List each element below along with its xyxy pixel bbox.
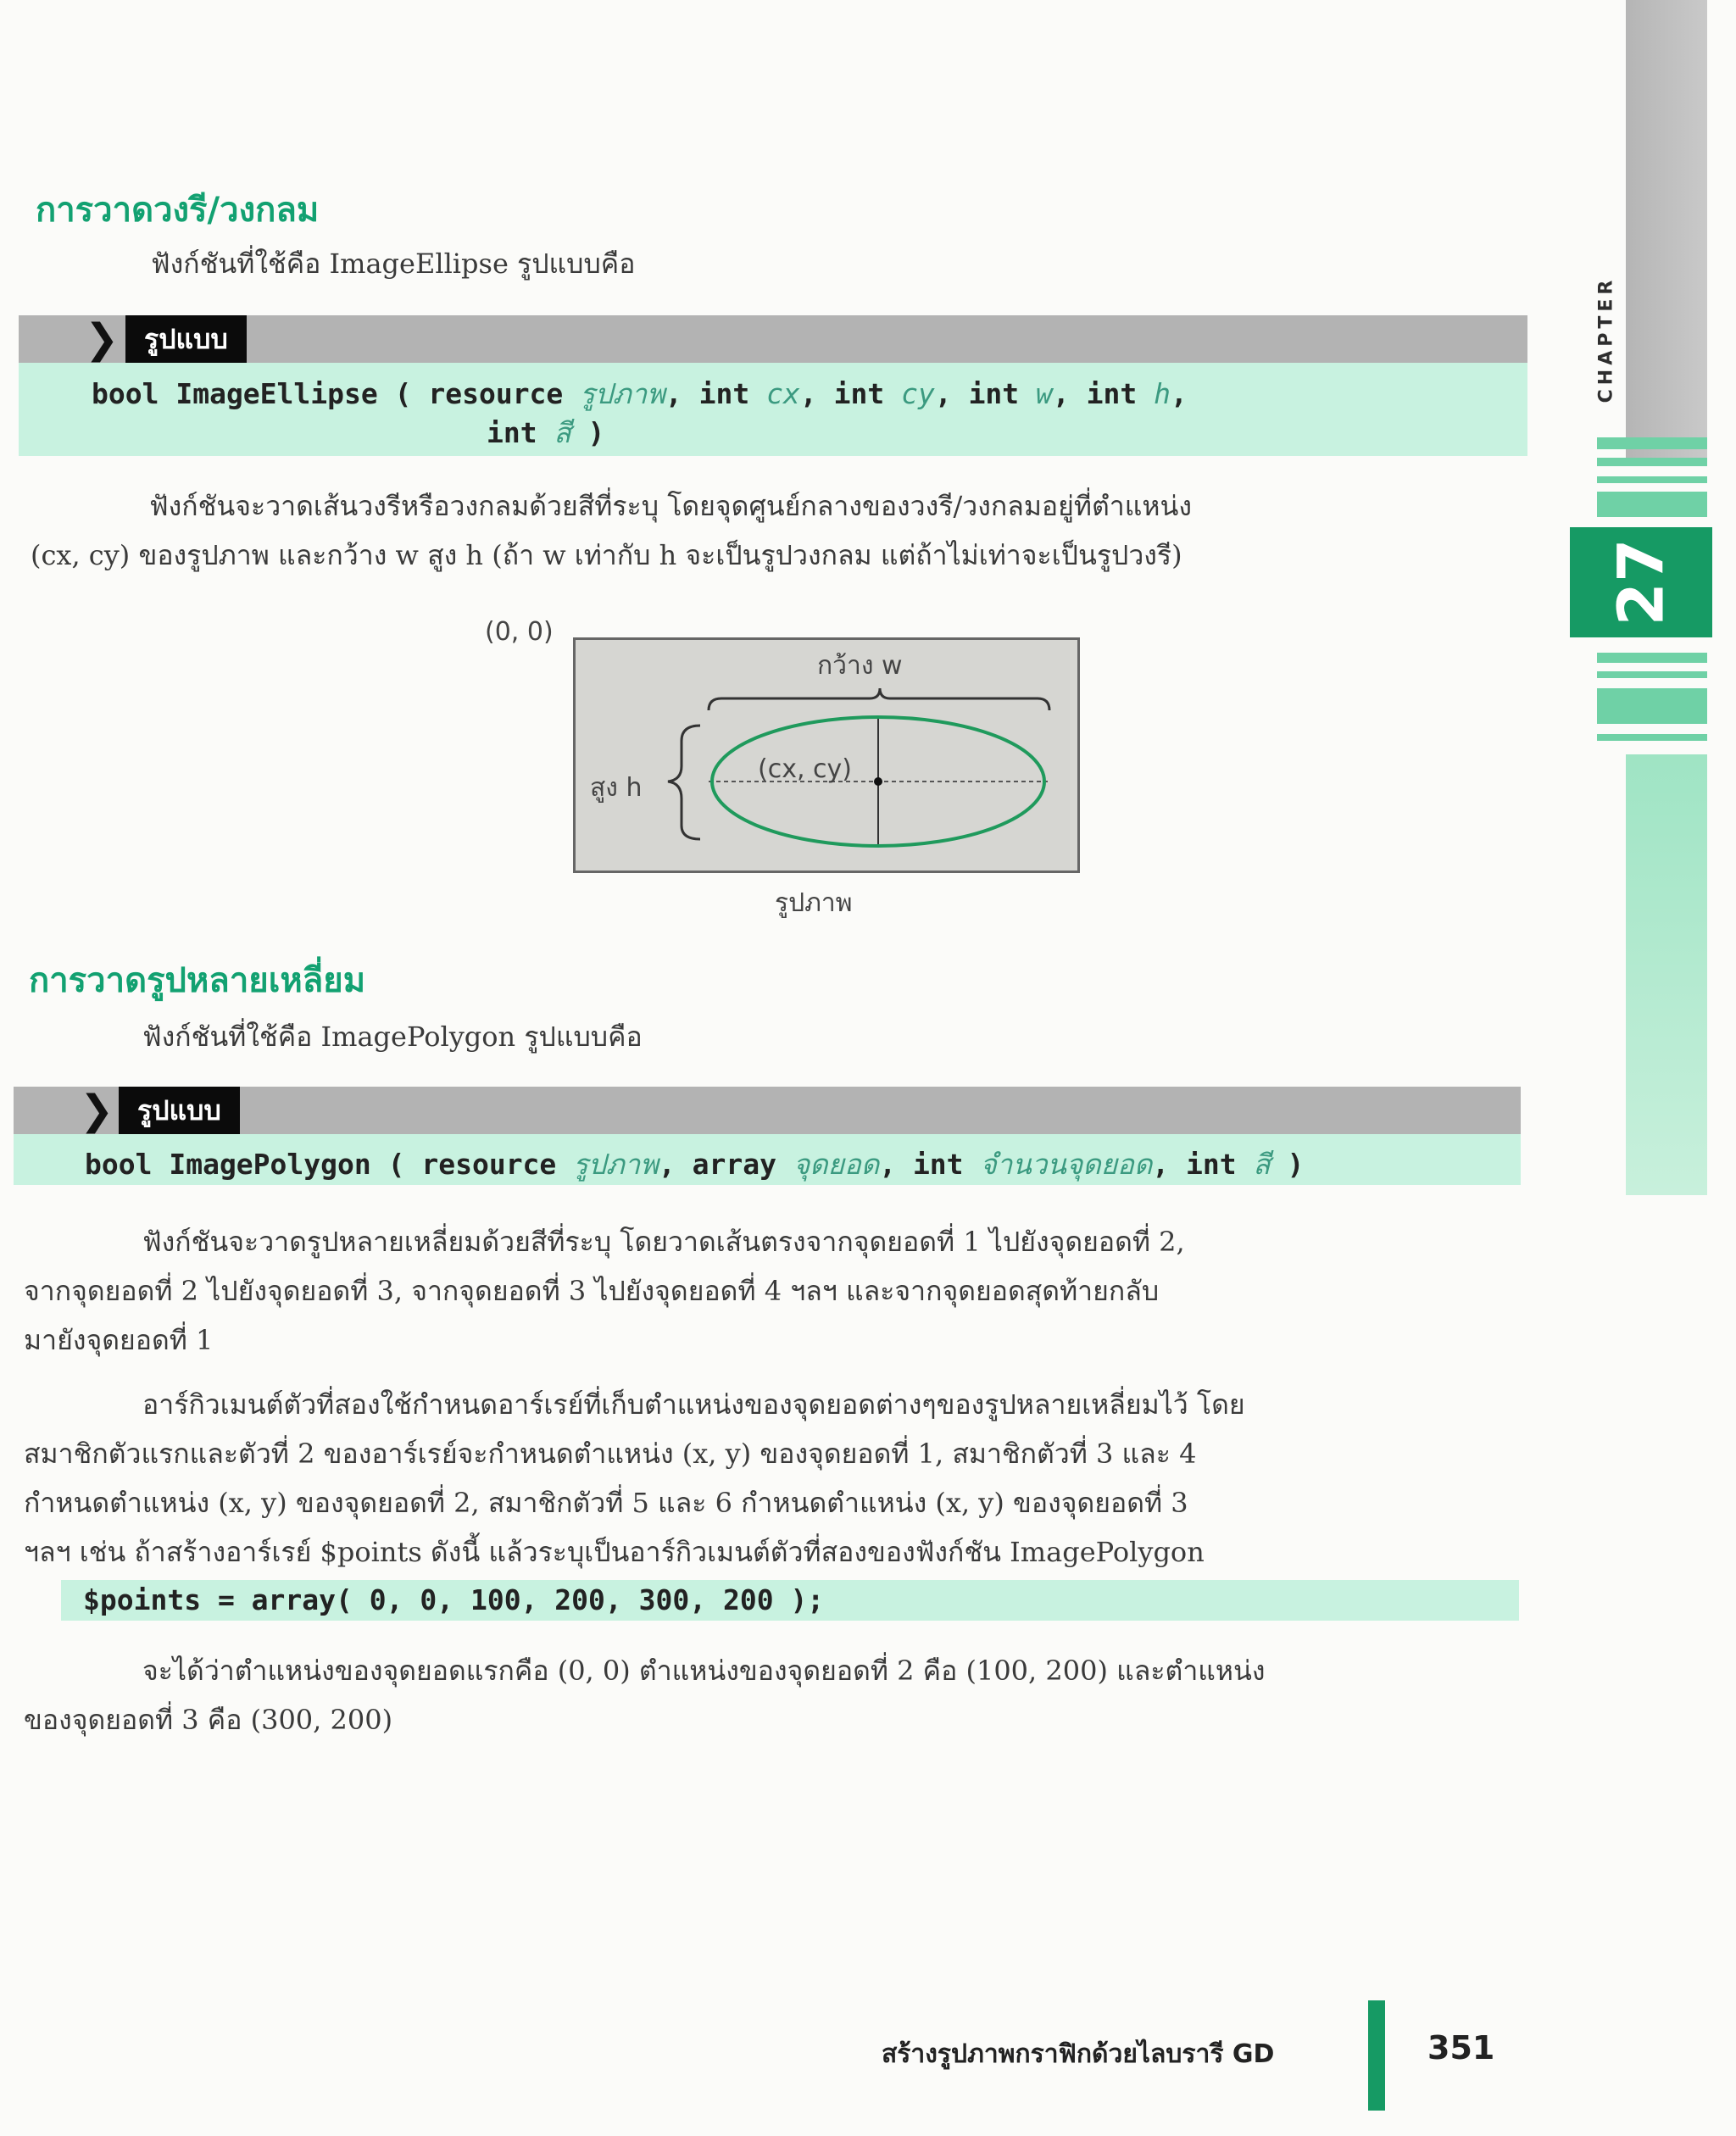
text-line: ของจุดยอดที่ 3 คือ (300, 200)	[24, 1704, 393, 1736]
paragraph-polygon-3	[24, 1646, 1533, 1744]
origin-label: (0, 0)	[485, 617, 554, 647]
text-line: จากจุดยอดที่ 2 ไปยังจุดยอดที่ 3, จากจุดยอดที่ 3 ไปยังจุดยอดที่ 4 ฯลฯ และจากจุดยอดสุดท้ายกลับ	[24, 1275, 1160, 1307]
chapter-label: CHAPTER	[1595, 275, 1617, 403]
chapter-tab-stripe	[1597, 437, 1707, 449]
paragraph-polygon-1	[24, 1217, 1533, 1365]
text-line: อาร์กิวเมนต์ตัวที่สองใช้กำหนดอาร์เรย์ที่เก็บตำแหน่งของจุดยอดต่างๆของรูปหลายเหลี่ยมไว้ โดย	[142, 1388, 1245, 1421]
height-label: สูง h	[590, 773, 643, 803]
syntax-code-line2: int สี )	[487, 416, 605, 449]
syntax-code-box-ellipse	[19, 363, 1527, 456]
example-code-box	[61, 1580, 1519, 1621]
center-label: (cx, cy)	[758, 754, 852, 784]
section-heading-ellipse: การวาดวงรี/วงกลม	[36, 191, 320, 230]
paragraph-polygon-2	[24, 1380, 1533, 1577]
syntax-code-line1: bool ImageEllipse ( resource รูปภาพ, int cx, int cy, int w, int h,	[92, 377, 1188, 410]
text-line: มายังจุดยอดที่ 1	[24, 1324, 214, 1356]
diagram-caption: รูปภาพ	[775, 888, 853, 918]
syntax-tag: รูปแบบ	[125, 315, 247, 363]
width-brace	[709, 688, 1049, 710]
chapter-tab-stripe	[1597, 458, 1707, 466]
height-brace	[668, 726, 700, 839]
text-line: กำหนดตำแหน่ง (x, y) ของจุดยอดที่ 2, สมาชิกตัวที่ 5 และ 6 กำหนดตำแหน่ง (x, y) ของจุดยอดที่ 3	[24, 1487, 1188, 1519]
width-label: กว้าง w	[817, 651, 903, 681]
intro-ellipse: ฟังก์ชันที่ใช้คือ ImageEllipse รูปแบบคือ	[151, 248, 636, 280]
chevron-right-icon: ❯	[85, 315, 120, 363]
text-line: (cx, cy) ของรูปภาพ และกว้าง w สูง h (ถ้า w เท่ากับ h จะเป็นรูปวงกลม แต่ถ้าไม่เท่าจะเป็นรูปวงรี)	[31, 539, 1182, 571]
section-heading-polygon: การวาดรูปหลายเหลี่ยม	[29, 961, 366, 1000]
footer-divider	[1368, 2000, 1385, 2111]
text-line: ฟังก์ชันจะวาดรูปหลายเหลี่ยมด้วยสีที่ระบุ โดยวาดเส้นตรงจากจุดยอดที่ 1 ไปยังจุดยอดที่ 2,	[142, 1226, 1185, 1258]
chevron-right-icon: ❯	[80, 1087, 114, 1134]
chapter-tab-gray-band	[1626, 0, 1707, 458]
intro-polygon: ฟังก์ชันที่ใช้คือ ImagePolygon รูปแบบคือ	[142, 1021, 643, 1053]
chapter-tab-stripe	[1597, 688, 1707, 724]
syntax-code-box-polygon	[14, 1134, 1521, 1185]
text-line: จะได้ว่าตำแหน่งของจุดยอดแรกคือ (0, 0) ตำแหน่งของจุดยอดที่ 2 คือ (100, 200) และตำแหน่ง	[142, 1655, 1266, 1687]
chapter-tab-stripe	[1597, 476, 1707, 483]
chapter-number: 27	[1604, 538, 1678, 626]
syntax-code-line: bool ImagePolygon ( resource รูปภาพ, array จุดยอด, int จำนวนจุดยอด, int สี )	[85, 1148, 1305, 1181]
example-code: $points = array( 0, 0, 100, 200, 300, 200 );	[83, 1583, 825, 1616]
chapter-tab-teal-band	[1626, 754, 1707, 1195]
description-ellipse	[31, 481, 1539, 580]
syntax-tag: รูปแบบ	[119, 1087, 240, 1134]
center-point	[874, 777, 882, 786]
chapter-tab-stripe	[1597, 653, 1707, 663]
chapter-tab-stripe	[1597, 734, 1707, 741]
footer-title: สร้างรูปภาพกราฟิกด้วยไลบรารี GD	[882, 2039, 1275, 2069]
text-line: ฯลฯ เช่น ถ้าสร้างอาร์เรย์ $points ดังนี้ แล้วระบุเป็นอาร์กิวเมนต์ตัวที่สองของฟังก์ชัน ImagePolygon	[24, 1536, 1205, 1568]
chapter-tab-stripe	[1597, 671, 1707, 678]
text-line: สมาชิกตัวแรกและตัวที่ 2 ของอาร์เรย์จะกำหนดตำแหน่ง (x, y) ของจุดยอดที่ 1, สมาชิกตัวที่ 3 และ 4	[24, 1438, 1197, 1470]
page-number: 351	[1427, 2029, 1495, 2066]
text-line: ฟังก์ชันจะวาดเส้นวงรีหรือวงกลมด้วยสีที่ระบุ โดยจุดศูนย์กลางของวงรี/วงกลมอยู่ที่ตำแหน่ง	[149, 490, 1192, 522]
chapter-tab-stripe	[1597, 492, 1707, 517]
